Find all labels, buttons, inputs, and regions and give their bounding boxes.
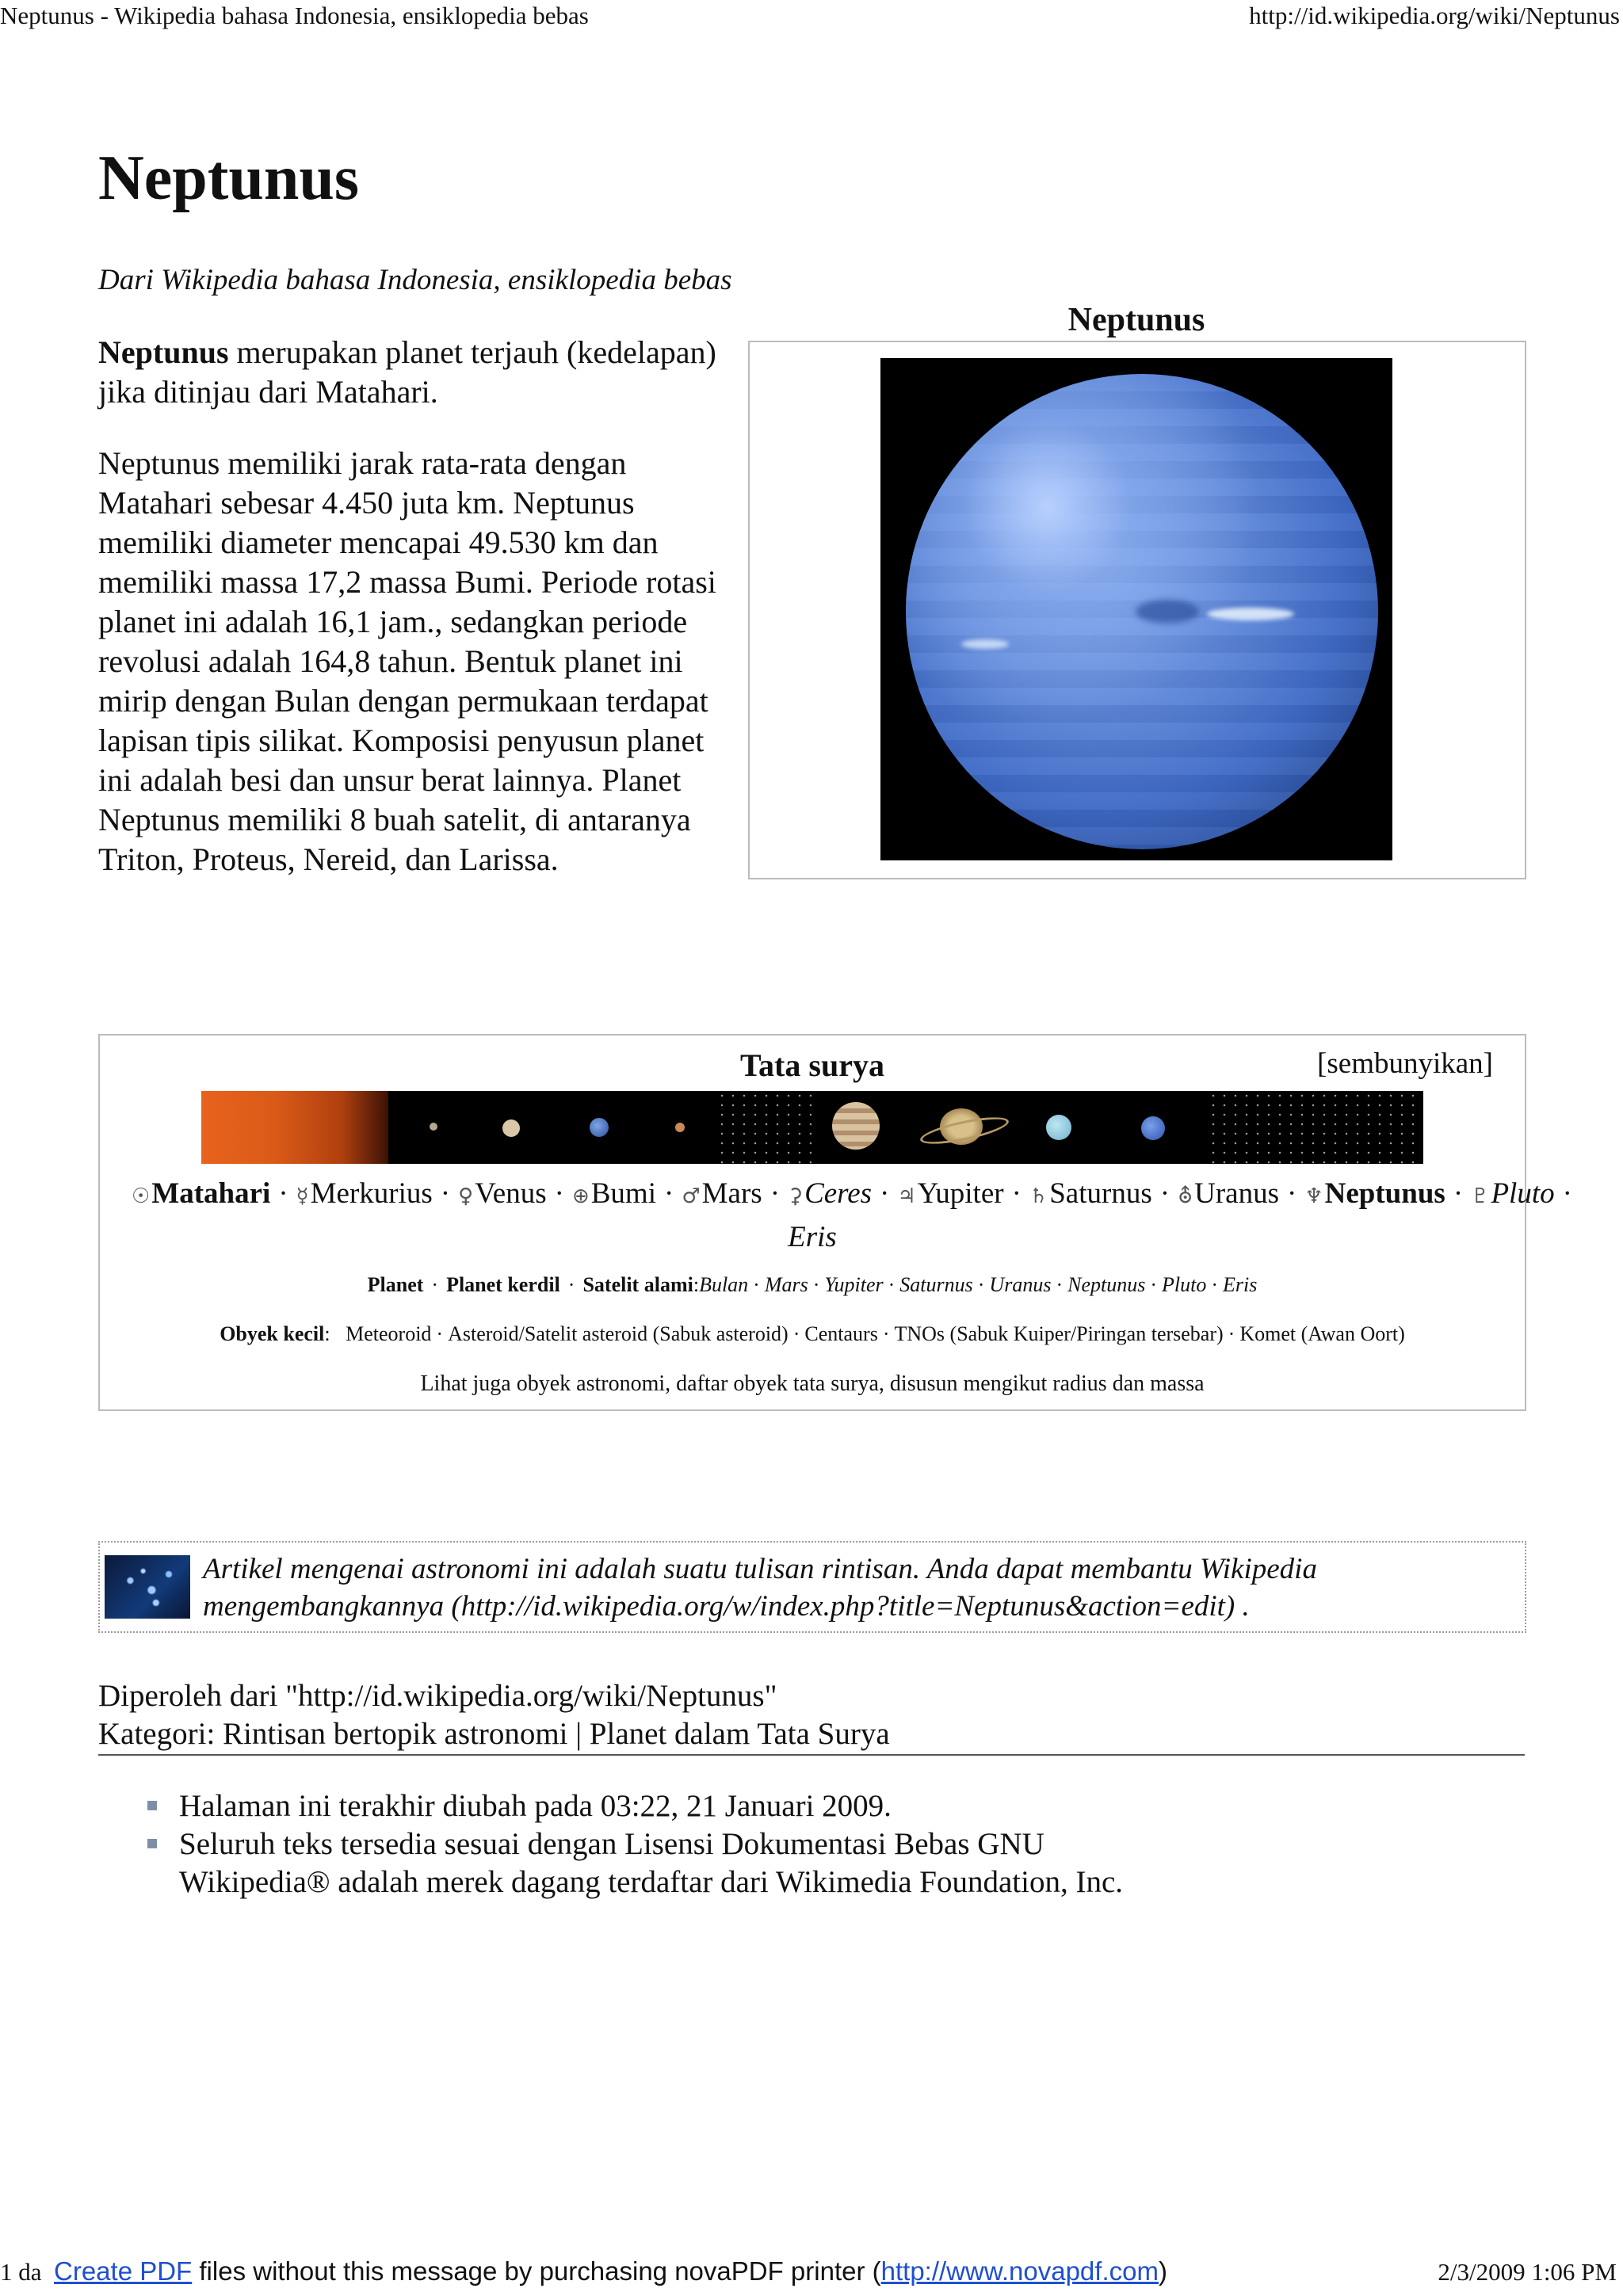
infobox (748, 341, 1526, 879)
ceres-symbol-icon: ⚳ (788, 1184, 804, 1208)
navbox-body-label: Bumi (590, 1177, 656, 1210)
separator: · (792, 1322, 800, 1345)
mars-symbol-icon: ♂ (682, 1184, 701, 1208)
navbox-see-also: Lihat juga obyek astronomi, daftar obyek tata surya, disusun mengikut radius dan massa (420, 1371, 1205, 1396)
navbox-body-4[interactable] (682, 1177, 762, 1210)
navbox-body-label: Matahari (151, 1177, 271, 1210)
intro-paragraph (98, 333, 724, 412)
moon-link[interactable]: Uranus (989, 1273, 1052, 1296)
separator: · (1228, 1322, 1235, 1345)
small-object-link[interactable]: Centaurs (804, 1322, 878, 1345)
separator: · (1056, 1273, 1064, 1296)
small-object-link[interactable]: Meteoroid (346, 1322, 432, 1345)
license-note[interactable]: Seluruh teks tersedia sesuai dengan Lisensi Dokumentasi Bebas GNU (179, 1827, 1044, 1861)
sun-image (201, 1091, 388, 1164)
navbox-row-moons: Planet · Planet kerdil · Satelit alami:Bulan · Mars · Yupiter · Saturnus · Uranus · Neptunus · Pluto · Eris (367, 1273, 1258, 1296)
moon-link[interactable]: Yupiter (824, 1273, 884, 1296)
navbox-body-11[interactable] (788, 1221, 837, 1253)
separator: · (440, 1177, 451, 1210)
page-title: Neptunus (98, 143, 360, 213)
print-header-url: http://id.wikipedia.org/wiki/Neptunus (1249, 2, 1620, 29)
separator: · (1211, 1273, 1219, 1296)
body-paragraph: Neptunus memiliki jarak rata-rata dengan Matahari sebesar 4.450 juta km. Neptunus memiliki diameter mencapai 49.530 km dan memiliki massa 17,2 massa Bumi. Periode rotasi planet ini adalah 16,1 jam., sedangkan periode revolusi adalah 164,8 tahun. Bentuk planet ini mirip dengan Bulan dengan permukaan terdapat lapisan tipis silikat. Komposisi penyusun planet ini adalah besi dan unsur berat lainnya. Planet Neptunus memiliki 8 buah satelit, di antaranya Triton, Proteus, Nereid, dan Larissa. (98, 445, 716, 877)
categories[interactable]: Kategori: Rintisan bertopik astronomi | Planet dalam Tata Surya (98, 1717, 890, 1751)
navbox-title: Tata surya (740, 1047, 884, 1083)
navbox-body-3[interactable] (572, 1177, 656, 1210)
stub-notice (98, 1541, 1526, 1633)
venus-image (502, 1119, 520, 1137)
cloud-streak-2 (961, 639, 1009, 649)
uranus-symbol-icon: ⛢ (1178, 1184, 1193, 1208)
venus-symbol-icon: ♀ (458, 1184, 474, 1208)
neptune-disc (906, 374, 1378, 849)
moon-link[interactable]: Pluto (1162, 1273, 1207, 1296)
dark-spot (1136, 600, 1199, 624)
planet-link[interactable]: Planet (367, 1273, 424, 1296)
small-object-link[interactable]: TNOs (Sabuk Kuiper/Piringan tersebar) (894, 1322, 1224, 1345)
moon-link[interactable]: Mars (764, 1273, 808, 1296)
small-object-link[interactable]: Asteroid/Satelit asteroid (Sabuk asteroid) (448, 1322, 789, 1345)
navbox-body-label: Neptunus (1324, 1177, 1445, 1210)
separator: · (812, 1273, 820, 1296)
bullet-icon (147, 1801, 157, 1810)
intro-bold-term: Neptunus (98, 334, 229, 370)
separator: · (880, 1177, 890, 1210)
mercury-image (430, 1123, 437, 1131)
separator: · (664, 1177, 674, 1210)
separator: · (1562, 1177, 1572, 1210)
navbox-body-7[interactable] (1029, 1177, 1152, 1210)
small-objects-list (346, 1322, 1405, 1345)
cloud-streak (1207, 608, 1294, 620)
hide-toggle-link[interactable]: [sembunyikan] (1317, 1047, 1493, 1080)
separator: · (431, 1273, 439, 1296)
create-pdf-link[interactable]: Create PDF (54, 2256, 193, 2286)
asteroid-belt-image (716, 1091, 812, 1164)
navbox-body-label: Uranus (1194, 1177, 1279, 1210)
solar-system-navbox (98, 1034, 1572, 1411)
separator: · (1159, 1177, 1170, 1210)
pluto-symbol-icon: ♇ (1471, 1184, 1490, 1208)
solar-system-banner-image (201, 1091, 1423, 1164)
navbox-body-8[interactable] (1178, 1177, 1279, 1210)
print-page-number: 1 da (0, 2258, 42, 2286)
novapdf-url-link[interactable]: http://www.novapdf.com (880, 2256, 1159, 2286)
navbox-body-label: Ceres (804, 1177, 873, 1210)
small-object-link[interactable]: Komet (Awan Oort) (1239, 1322, 1405, 1345)
navbox-body-label: Mars (701, 1177, 762, 1210)
moon-link[interactable]: Neptunus (1067, 1273, 1146, 1296)
navbox-body-0[interactable] (132, 1177, 270, 1210)
separator: · (567, 1273, 575, 1296)
mars-image (675, 1123, 685, 1132)
navbox-body-label: Venus (475, 1177, 547, 1210)
navbox-body-label: Yupiter (917, 1177, 1004, 1210)
neptune-image[interactable] (880, 358, 1392, 860)
intro-text: merupakan planet terjauh (kedelapan) jika ditinjau dari Matahari. (98, 334, 716, 410)
navbox-body-label: Eris (788, 1221, 837, 1253)
mercury-symbol-icon: ☿ (296, 1184, 309, 1208)
earth-symbol-icon: ⊕ (571, 1184, 590, 1208)
navbox-body-5[interactable] (788, 1177, 872, 1210)
navbox-body-9[interactable] (1304, 1177, 1445, 1210)
novapdf-message (54, 2256, 1167, 2286)
separator: · (753, 1273, 760, 1296)
neptune-symbol-icon: ♆ (1304, 1184, 1323, 1208)
moon-link[interactable]: Bulan (699, 1273, 749, 1296)
navbox-planet-list (100, 1173, 1572, 1258)
last-modified: Halaman ini terakhir diubah pada 03:22, 21 Januari 2009. (179, 1789, 892, 1823)
jupiter-image (832, 1102, 880, 1150)
separator: · (977, 1273, 985, 1296)
moons-list (699, 1273, 1257, 1296)
navbox-body-2[interactable] (458, 1177, 547, 1210)
separator: · (1453, 1177, 1464, 1210)
trademark-note: Wikipedia® adalah merek dagang terdaftar dari Wikimedia Foundation, Inc. (179, 1865, 1124, 1899)
separator: · (882, 1322, 890, 1345)
dwarf-planet-link[interactable]: Planet kerdil (446, 1273, 560, 1296)
navbox-row-small-objects: Obyek kecil: Meteoroid · Asteroid/Satelit asteroid (Sabuk asteroid) · Centaurs · TNOs (Sabuk Kuiper/Piringan tersebar) · Komet (Awan Oort) (220, 1322, 1405, 1345)
page-subtitle: Dari Wikipedia bahasa Indonesia, ensiklopedia bebas (98, 264, 732, 296)
print-header-title: Neptunus - Wikipedia bahasa Indonesia, ensiklopedia bebas (0, 2, 589, 29)
uranus-image (1046, 1115, 1071, 1140)
navbox-body-6[interactable] (897, 1177, 1003, 1210)
novapdf-close: ) (1158, 2256, 1167, 2286)
moon-link[interactable]: Eris (1223, 1273, 1258, 1296)
stub-edit-link[interactable]: mengembangkannya (http://id.wikipedia.org/w/index.php?title=Neptunus&action=edit) . (203, 1590, 1250, 1623)
kuiper-belt-image (1208, 1091, 1423, 1164)
moons-label-link[interactable]: Satelit alami (582, 1273, 693, 1296)
saturn-symbol-icon: ♄ (1029, 1184, 1048, 1208)
bullet-icon (147, 1839, 157, 1848)
star-cluster-icon (105, 1555, 190, 1619)
navbox-body-label: Pluto (1491, 1177, 1555, 1210)
novapdf-text: files without this message by purchasing novaPDF printer ( (192, 2256, 881, 2286)
separator: · (888, 1273, 896, 1296)
neptune-banner-image (1141, 1116, 1165, 1140)
separator: · (436, 1322, 444, 1345)
earth-image (590, 1118, 609, 1137)
separator: · (1150, 1273, 1158, 1296)
separator: · (1286, 1177, 1297, 1210)
print-datetime: 2/3/2009 1:06 PM (1438, 2258, 1617, 2286)
small-objects-label: Obyek kecil (220, 1322, 325, 1345)
sun-symbol-icon: ☉ (132, 1184, 151, 1208)
navbox-body-1[interactable] (296, 1177, 433, 1210)
navbox-body-label: Saturnus (1049, 1177, 1152, 1210)
infobox-title: Neptunus (1067, 302, 1205, 338)
navbox-body-10[interactable] (1471, 1177, 1554, 1210)
retrieved-from: Diperoleh dari "http://id.wikipedia.org/wiki/Neptunus" (98, 1679, 777, 1713)
jupiter-symbol-icon: ♃ (897, 1184, 916, 1208)
divider (98, 1754, 1525, 1756)
navbox-body-label: Merkurius (310, 1177, 433, 1210)
separator: · (1011, 1177, 1022, 1210)
moon-link[interactable]: Saturnus (899, 1273, 973, 1296)
separator: · (278, 1177, 288, 1210)
separator: · (554, 1177, 564, 1210)
separator: · (769, 1177, 781, 1210)
stub-line-1: Artikel mengenai astronomi ini adalah suatu tulisan rintisan. Anda dapat membantu Wikipedia (203, 1553, 1317, 1585)
stub-text (203, 1550, 1503, 1625)
